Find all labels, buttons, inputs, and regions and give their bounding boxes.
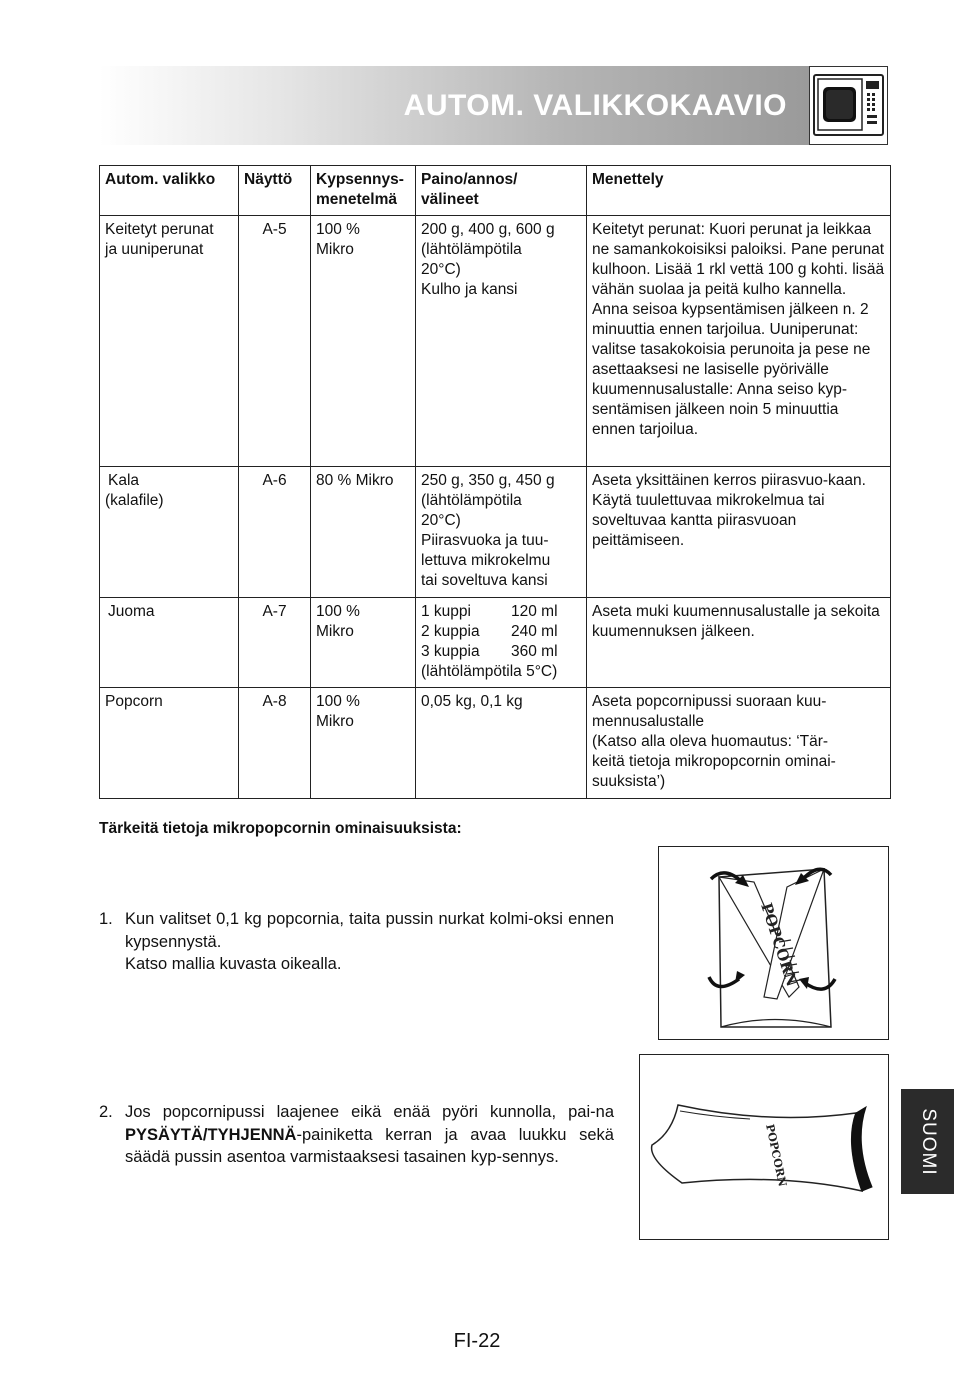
display-cell: A-5 — [239, 216, 311, 467]
method-cell: 100 % Mikro — [311, 216, 416, 467]
stop-clear-button-label: PYSÄYTÄ/TYHJENNÄ — [125, 1125, 297, 1144]
column-header-procedure: Menettely — [587, 166, 891, 216]
weight-cell: 250 g, 350 g, 450 g (lähtölämpötila 20°C) Piirasvuoka ja tuu- lettuva mikrokelmu tai soveltuva kansi — [416, 467, 587, 598]
column-header-menu: Autom. valikko — [100, 166, 239, 216]
weight-cell: 0,05 kg, 0,1 kg — [416, 688, 587, 799]
auto-menu-table — [99, 165, 891, 799]
step-text: Kun valitset 0,1 kg popcornia, taita pussin nurkat kolmi-oksi ennen kypsennystä. — [125, 910, 614, 951]
display-cell: A-8 — [239, 688, 311, 799]
display-cell: A-6 — [239, 467, 311, 598]
page-title: AUTOM. VALIKKOKAAVIO — [403, 89, 787, 122]
menu-cell: Popcorn — [100, 688, 239, 799]
menu-cell: Keitetyt perunat ja uuniperunat — [100, 216, 239, 467]
table-row — [100, 598, 891, 688]
procedure-cell: Keitetyt perunat: Kuori perunat ja leikkaa ne samankokoisiksi paloiksi. Pane perunat kulhoon. Lisää 1 rkl vettä 100 g kohti. lisää vähän suolaa ja peitä kulho kannella. Anna seisoa kypsentämisen jälkeen n. 2 minuuttia ennen tarjoilua. Uuniperunat: valitse tasakokoisia perunoita ja pese ne asettaaksesi ne lasiselle pyörivälle kuumennusalustalle: Anna seiso kyp-sentämisen jälkeen noin 5 minuuttia ennen tarjoilua. — [587, 216, 891, 467]
table-row — [100, 216, 891, 467]
cup-line: 3 kuppia 360 ml — [421, 643, 558, 660]
popcorn-bag-label: POPCORN — [763, 1122, 790, 1188]
step-number: 2. — [99, 1103, 113, 1121]
step-text-after: -painiketta kerran ja avaa luukku sekä säädä pussin asentoa varmistaaksesi tasainen kyp-sennys. — [125, 1125, 614, 1166]
method-cell: 80 % Mikro — [311, 467, 416, 598]
popcorn-notice-heading: Tärkeitä tietoja mikropopcornin ominaisuuksista: — [99, 820, 462, 837]
instruction-step-1 — [99, 908, 614, 976]
method-cell: 100 % Mikro — [311, 688, 416, 799]
table-row — [100, 688, 891, 799]
popcorn-bag-label: POPCORN — [757, 900, 802, 989]
microwave-oven-icon — [809, 66, 888, 145]
language-tab — [901, 1089, 954, 1194]
display-cell: A-7 — [239, 598, 311, 688]
language-tab-label: SUOMI — [917, 1107, 939, 1176]
expanded-popcorn-bag-figure — [639, 1054, 889, 1240]
cup-line: 1 kuppi 120 ml — [421, 603, 558, 620]
procedure-cell: Aseta muki kuumennusalustalle ja sekoita kuumennuksen jälkeen. — [587, 598, 891, 688]
method-cell: 100 % Mikro — [311, 598, 416, 688]
column-header-weight: Paino/annos/ välineet — [416, 166, 587, 216]
table-header-row — [100, 166, 891, 216]
instruction-step-2 — [99, 1101, 614, 1169]
procedure-cell: Aseta yksittäinen kerros piirasvuo-kaan. Käytä tuulettuvaa mikrokelmua tai soveltuvaa kantta piirasvuoan peittämiseen. — [587, 467, 891, 598]
procedure-cell: Aseta popcornipussi suoraan kuu- mennusalustalle (Katso alla oleva huomautus: ‘Tär- keitä tietoja mikropopcornin ominai- suuksista’) — [587, 688, 891, 799]
header-bar — [99, 66, 809, 145]
menu-cell: Kala (kalafile) — [100, 467, 239, 598]
menu-cell: Juoma — [100, 598, 239, 688]
column-header-method: Kypsennys- menetelmä — [311, 166, 416, 216]
step-subtext: Katso mallia kuvasta oikealla. — [125, 955, 342, 973]
step-text-before: Jos popcornipussi laajenee eikä enää pyöri kunnolla, pai-na — [125, 1103, 614, 1121]
page-number: FI-22 — [453, 1330, 501, 1352]
table-row — [100, 467, 891, 598]
weight-cell: 1 kuppi 120 ml 2 kuppia 240 ml 3 kuppia 360 ml (lähtölämpötila 5°C) — [416, 598, 587, 688]
cup-line: 2 kuppia 240 ml — [421, 623, 558, 640]
popcorn-bag-folding-figure — [658, 846, 889, 1040]
weight-cell: 200 g, 400 g, 600 g (lähtölämpötila 20°C) Kulho ja kansi — [416, 216, 587, 467]
column-header-display: Näyttö — [239, 166, 311, 216]
step-number: 1. — [99, 910, 113, 928]
